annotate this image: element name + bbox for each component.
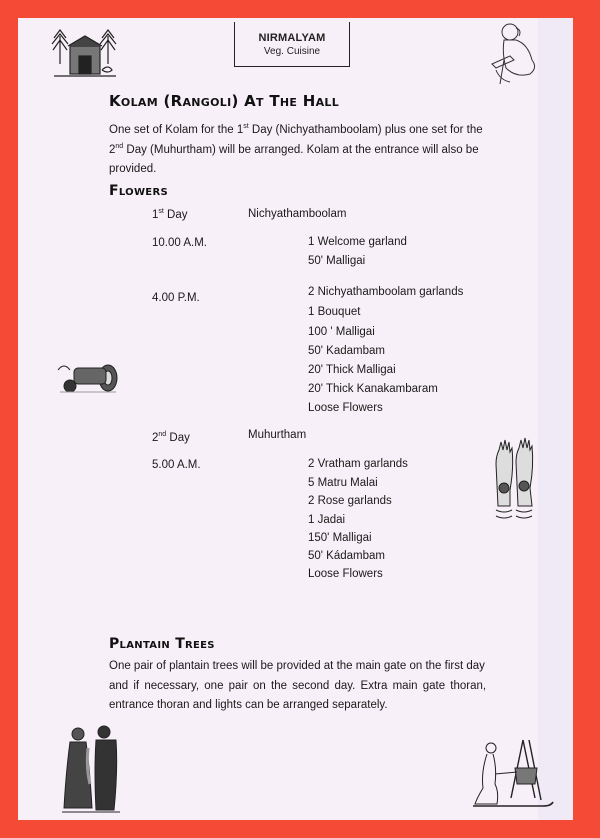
day1-label [152,208,188,221]
slot-time: 4.00 P.M. [152,292,200,304]
day2-label [152,431,190,444]
flower-item: 2 Nichyathamboolam garlands [308,286,464,298]
flower-item: 50' Kádambam [308,550,385,562]
kolam-line-2 [109,141,559,161]
brand-header-box [234,22,350,67]
brand-subtitle: Veg. Cuisine [263,46,321,57]
temple-palm-illustration [50,24,122,84]
flower-item: 5 Matru Malai [308,477,378,489]
kolam-heading: Kolam (Rangoli) At The Hall [109,92,340,110]
kolam-line-3: provided. [109,163,157,175]
plantain-paragraph [109,657,559,716]
flower-item: Loose Flowers [308,568,383,580]
henna-hands-illustration [492,436,540,526]
flower-item: 20' Thick Kanakambaram [308,383,438,395]
flower-item: 2 Rose garlands [308,495,392,507]
day1-name: Nichyathamboolam [248,208,347,220]
plantain-line: One pair of plantain trees will be provided at the main gate on the first day [109,660,485,672]
flower-item: 1 Jadai [308,514,346,526]
kolam-text: One set of Kolam for the 1 [109,124,244,136]
slot-time: 5.00 A.M. [152,459,201,471]
flower-item: 50' Kadambam [308,345,385,357]
plantain-line: and if necessary, one pair on the second day. Extra main gate thoran, [109,679,487,692]
plantain-heading: Plantain Trees [109,636,215,652]
ordinal-sup: st [158,208,164,215]
kolam-text: 2 [109,143,116,156]
flowers-heading: Flowers [109,183,168,199]
slot-time: 10.00 A.M. [152,237,207,249]
kolam-text: Day (Nichyathamboolam) plus one set for the [248,124,483,136]
swing-illustration [473,736,555,816]
brand-name: NIRMALYAM [258,32,326,44]
day-word: Day [163,208,188,221]
flower-item: 150' Malligai [308,532,372,544]
kolam-line-1 [109,121,559,141]
day-number: 2 [152,431,159,444]
flower-item: 1 Bouquet [308,306,361,318]
wedding-couple-illustration [60,724,124,816]
kolam-text: Day (Muhurtham) will be arranged. Kolam at the entrance will also be [123,143,479,156]
kolam-paragraph [109,121,559,180]
flower-item: 50' Malligai [308,255,366,267]
flower-item: 100 ' Malligai [308,326,375,338]
ordinal-sup: nd [158,431,167,438]
flower-item: Loose Flowers [308,402,383,414]
day-number: 1 [152,208,159,221]
plantain-line: entrance thoran and lights can be arranged separately. [109,699,388,711]
ordinal-sup: st [243,123,249,131]
day2-name: Muhurtham [248,429,307,441]
seated-cook-illustration [484,20,544,90]
flower-item: 1 Welcome garland [308,236,407,248]
flower-item: 20' Thick Malligai [308,364,396,376]
cart-illustration [56,356,120,398]
ordinal-sup: nd [115,142,124,150]
flower-item: 2 Vratham garlands [308,458,408,470]
document-page [18,18,573,820]
day-word: Day [166,431,190,444]
